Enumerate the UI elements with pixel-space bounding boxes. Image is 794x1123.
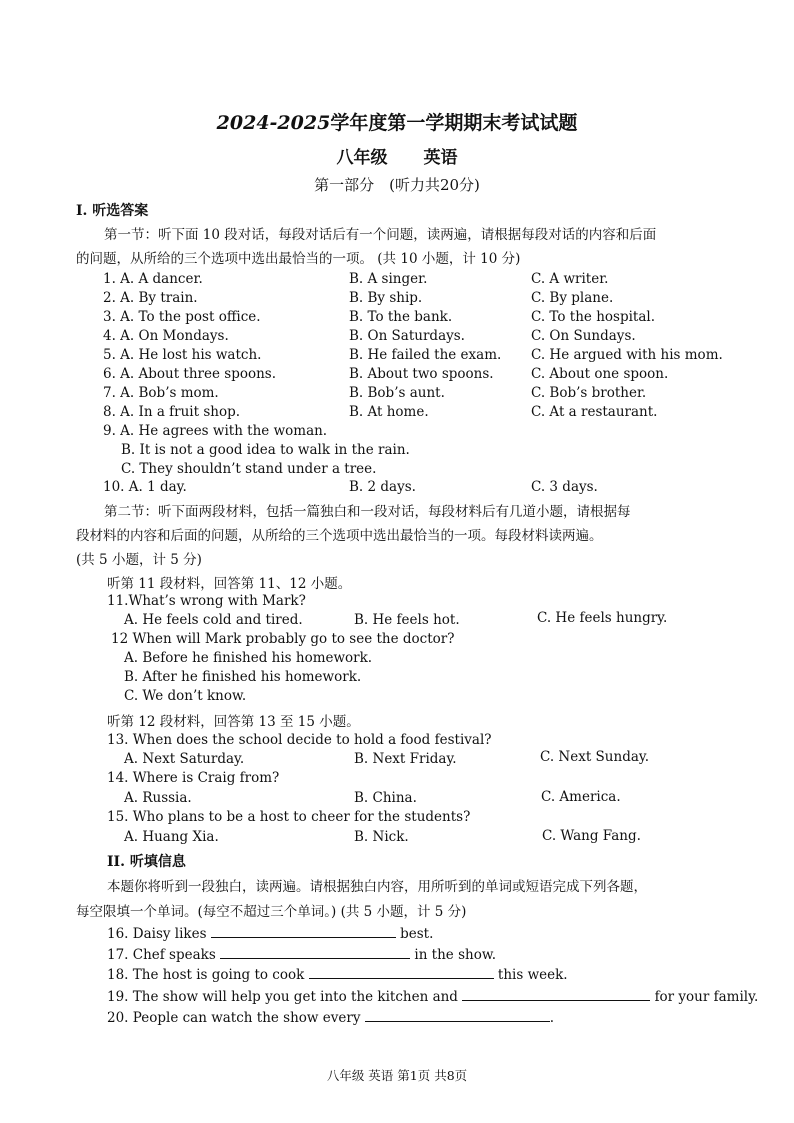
q15-question: 15. Who plans to be a host to cheer for the students? (107, 809, 471, 825)
q7-option-c: C. Bob’s brother. (531, 385, 647, 401)
q10-option-c: C. 3 days. (531, 479, 598, 495)
section1-heading: I. 听选答案 (76, 203, 149, 219)
section1-intro-line1: 第一节：听下面 10 段对话，每段对话后有一个问题，读两遍，请根据每段对话的内容和后面 (104, 227, 657, 243)
q6-option-c: C. About one spoon. (531, 366, 669, 382)
answer-blank-20[interactable] (365, 1009, 550, 1022)
q5-option-a: 5. A. He lost his watch. (103, 347, 262, 363)
fill-item-19-suffix: for your family. (654, 989, 759, 1005)
part2-intro-line3: (共 5 小题，计 5 分) (76, 552, 202, 568)
q14-option-b: B. China. (354, 790, 417, 806)
q1-option-a: 1. A. A dancer. (103, 271, 203, 287)
q11-option-c: C. He feels hungry. (537, 610, 668, 626)
q15-option-a: A. Huang Xia. (124, 829, 219, 845)
q8-option-b: B. At home. (349, 404, 429, 420)
q12-option-b: B. After he finished his homework. (124, 669, 362, 685)
q7-option-a: 7. A. Bob’s mom. (103, 385, 219, 401)
q1-option-c: C. A writer. (531, 271, 609, 287)
q3-option-c: C. To the hospital. (531, 309, 655, 325)
q14-option-a: A. Russia. (124, 790, 192, 806)
answer-blank-18[interactable] (309, 966, 494, 979)
answer-blank-17[interactable] (220, 946, 410, 959)
q6-option-a: 6. A. About three spoons. (103, 366, 277, 382)
q2-option-b: B. By ship. (349, 290, 423, 306)
q12-option-c: C. We don’t know. (124, 688, 247, 704)
fill-item-17 (107, 946, 496, 963)
fill-item-18-suffix: this week. (497, 967, 568, 983)
q15-option-b: B. Nick. (354, 829, 409, 845)
fill-item-19-prefix: 19. The show will help you get into the kitchen and (107, 989, 458, 1005)
q4-option-b: B. On Saturdays. (349, 328, 465, 344)
q11-question: 11.What’s wrong with Mark? (107, 593, 306, 609)
q9-option-a: 9. A. He agrees with the woman. (103, 423, 328, 439)
q2-option-a: 2. A. By train. (103, 290, 198, 306)
section2-intro-line2: 每空限填一个单词。(每空不超过三个单词。) (共 5 小题，计 5 分) (76, 904, 467, 920)
part-heading: 第一部分 (听力共20分) (314, 176, 480, 194)
exam-title (0, 108, 794, 135)
fill-item-16-suffix: best. (400, 926, 434, 942)
title-text: 学年度第一学期期末考试试题 (330, 112, 578, 134)
q10-option-a: 10. A. 1 day. (103, 479, 187, 495)
section2-heading: II. 听填信息 (107, 854, 186, 870)
q11-option-a: A. He feels cold and tired. (124, 612, 303, 628)
q13-option-c: C. Next Sunday. (540, 749, 650, 765)
part2-intro-line2: 段材料的内容和后面的问题，从所给的三个选项中选出最恰当的一项。每段材料读两遍。 (76, 528, 603, 544)
fill-item-20-prefix: 20. People can watch the show every (107, 1010, 361, 1026)
fill-item-17-suffix: in the show. (414, 947, 497, 963)
q4-option-a: 4. A. On Mondays. (103, 328, 229, 344)
grade-label: 八年级 (336, 148, 388, 168)
q8-option-a: 8. A. In a fruit shop. (103, 404, 241, 420)
fill-item-20 (107, 1009, 554, 1026)
q12-option-a: A. Before he finished his homework. (124, 650, 373, 666)
material12-instruction: 听第 12 段材料，回答第 13 至 15 小题。 (107, 714, 360, 730)
q13-option-a: A. Next Saturday. (124, 751, 245, 767)
q9-option-b: B. It is not a good idea to walk in the rain. (121, 442, 410, 458)
q10-option-b: B. 2 days. (349, 479, 416, 495)
answer-blank-19[interactable] (462, 988, 650, 1001)
q3-option-a: 3. A. To the post office. (103, 309, 261, 325)
fill-item-20-suffix: . (549, 1010, 555, 1026)
q14-question: 14. Where is Craig from? (107, 770, 280, 786)
q2-option-c: C. By plane. (531, 290, 614, 306)
material11-instruction: 听第 11 段材料，回答第 11、12 小题。 (107, 576, 352, 592)
fill-item-18 (107, 966, 568, 983)
q5-option-c: C. He argued with his mom. (531, 347, 723, 363)
part2-intro-line1: 第二节：听下面两段材料，包括一篇独白和一段对话，每段材料后有几道小题，请根据每 (104, 504, 631, 520)
q7-option-b: B. Bob’s aunt. (349, 385, 445, 401)
fill-item-16-prefix: 16. Daisy likes (107, 926, 207, 942)
fill-item-18-prefix: 18. The host is going to cook (107, 967, 305, 983)
q9-option-c: C. They shouldn’t stand under a tree. (121, 461, 377, 477)
q13-question: 13. When does the school decide to hold a food festival? (107, 732, 492, 748)
subject-label: 英语 (423, 148, 458, 168)
page-footer: 八年级 英语 第1页 共8页 (326, 1068, 468, 1083)
q4-option-c: C. On Sundays. (531, 328, 636, 344)
title-year: 2024-2025 (216, 112, 331, 134)
q13-option-b: B. Next Friday. (354, 751, 457, 767)
section2-intro-line1: 本题你将听到一段独白，读两遍。请根据独白内容，用所听到的单词或短语完成下列各题， (107, 879, 647, 895)
fill-item-17-prefix: 17. Chef speaks (107, 947, 216, 963)
q3-option-b: B. To the bank. (349, 309, 453, 325)
q8-option-c: C. At a restaurant. (531, 404, 658, 420)
q14-option-c: C. America. (541, 789, 621, 805)
fill-item-19 (107, 988, 758, 1005)
q15-option-c: C. Wang Fang. (542, 828, 641, 844)
section1-intro-line2: 的问题，从所给的三个选项中选出最恰当的一项。 (共 10 小题，计 10 分) (76, 251, 521, 267)
q5-option-b: B. He failed the exam. (349, 347, 502, 363)
q6-option-b: B. About two spoons. (349, 366, 494, 382)
q1-option-b: B. A singer. (349, 271, 428, 287)
fill-item-16 (107, 925, 433, 942)
q12-question: 12 When will Mark probably go to see the doctor? (111, 631, 455, 647)
q11-option-b: B. He feels hot. (354, 612, 460, 628)
exam-subtitle (0, 143, 794, 168)
answer-blank-16[interactable] (211, 925, 396, 938)
